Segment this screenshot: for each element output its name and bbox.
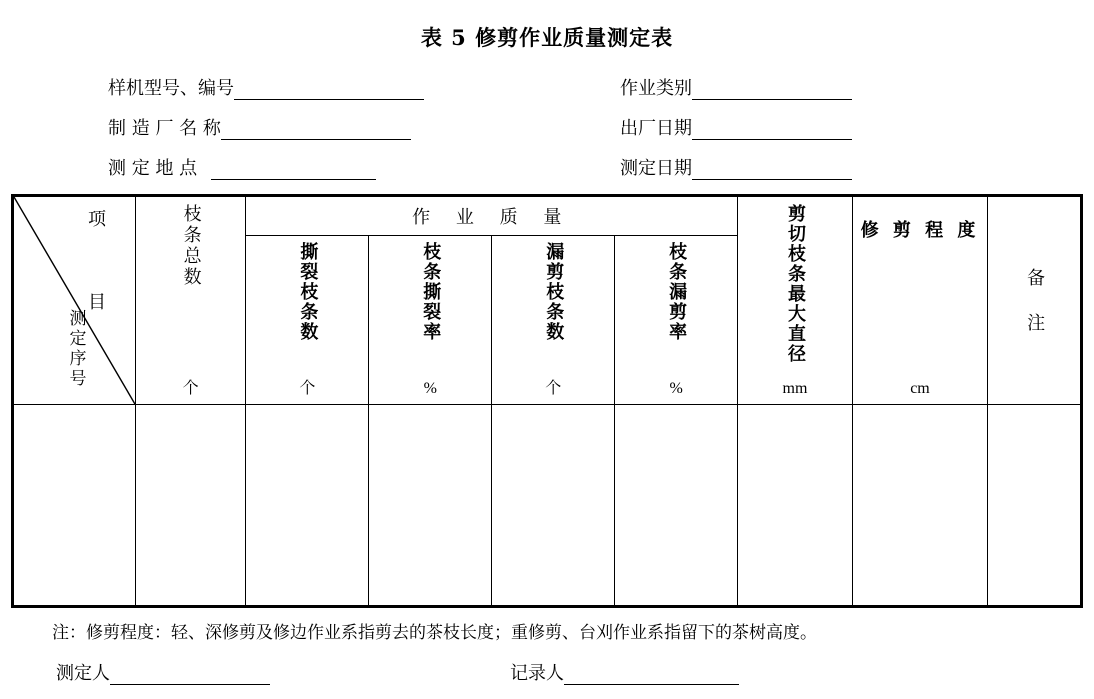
measure-location-field[interactable] bbox=[0, 154, 620, 180]
measurer-field[interactable] bbox=[56, 659, 270, 685]
col-branch-total: 枝条总数 个 bbox=[135, 196, 245, 405]
manufacturer-blank[interactable] bbox=[221, 122, 411, 140]
col-missed-branch-rate: 枝条漏剪率 % bbox=[615, 236, 738, 405]
cell-missed-branch-count[interactable] bbox=[492, 405, 615, 607]
recorder-label: 记录人 bbox=[510, 663, 564, 684]
production-date-field[interactable] bbox=[620, 114, 1084, 140]
recorder-field[interactable] bbox=[510, 659, 739, 685]
table-data-row[interactable] bbox=[13, 405, 1082, 607]
measure-date-field[interactable] bbox=[620, 154, 1084, 180]
header-fields bbox=[0, 74, 1094, 180]
col-remarks: 备 注 bbox=[988, 196, 1082, 405]
cell-missed-branch-rate[interactable] bbox=[615, 405, 738, 607]
cell-max-cut-diameter[interactable] bbox=[738, 405, 853, 607]
col-torn-branch-count: 撕裂枝条数 个 bbox=[246, 236, 369, 405]
sample-model-field[interactable] bbox=[0, 74, 620, 100]
group-header-quality: 作 业 质 量 bbox=[246, 196, 738, 236]
measure-location-blank[interactable] bbox=[211, 162, 376, 180]
quality-measurement-table bbox=[11, 194, 1083, 608]
cell-torn-branch-rate[interactable] bbox=[369, 405, 492, 607]
operation-category-blank[interactable] bbox=[692, 82, 852, 100]
sample-model-label: 样机型号、编号 bbox=[108, 78, 234, 99]
header-row-3 bbox=[0, 154, 1084, 180]
header-row-1 bbox=[0, 74, 1084, 100]
corner-item-label: 项 目 bbox=[84, 209, 106, 332]
header-row-2 bbox=[0, 114, 1084, 140]
measurer-label: 测定人 bbox=[56, 663, 110, 684]
sample-model-blank[interactable] bbox=[234, 82, 424, 100]
page-title: 表 5 修剪作业质量测定表 bbox=[420, 25, 674, 50]
measure-location-label: 测 定 地 点 bbox=[108, 158, 198, 179]
cell-torn-branch-count[interactable] bbox=[246, 405, 369, 607]
production-date-blank[interactable] bbox=[692, 122, 852, 140]
recorder-blank[interactable] bbox=[564, 667, 739, 685]
manufacturer-label: 制 造 厂 名 称 bbox=[108, 118, 221, 139]
cell-seq[interactable] bbox=[13, 405, 136, 607]
document-page bbox=[0, 22, 1094, 699]
col-max-cut-diameter: 剪切枝条最大直径 mm bbox=[738, 196, 853, 405]
signature-row bbox=[0, 659, 1094, 685]
operation-category-field[interactable] bbox=[620, 74, 1084, 100]
measure-date-blank[interactable] bbox=[692, 162, 852, 180]
corner-seq-label: 测定序号 bbox=[65, 309, 86, 389]
corner-cell bbox=[13, 196, 136, 405]
col-pruning-degree: 修 剪 程 度 cm bbox=[852, 196, 987, 405]
table-note: 注：修剪程度：轻、深修剪及修边作业系指剪去的茶枝长度；重修剪、台刈作业系指留下的茶树高度。 bbox=[52, 623, 817, 643]
col-torn-branch-rate: 枝条撕裂率 % bbox=[369, 236, 492, 405]
manufacturer-field[interactable] bbox=[0, 114, 620, 140]
measurer-blank[interactable] bbox=[110, 667, 270, 685]
cell-pruning-degree[interactable] bbox=[852, 405, 987, 607]
operation-category-label: 作业类别 bbox=[620, 78, 692, 99]
table-header-row-1 bbox=[13, 196, 1082, 236]
col-missed-branch-count: 漏剪枝条数 个 bbox=[492, 236, 615, 405]
measure-date-label: 测定日期 bbox=[620, 158, 692, 179]
cell-remarks[interactable] bbox=[988, 405, 1082, 607]
cell-branch-total[interactable] bbox=[135, 405, 245, 607]
production-date-label: 出厂日期 bbox=[620, 118, 692, 139]
